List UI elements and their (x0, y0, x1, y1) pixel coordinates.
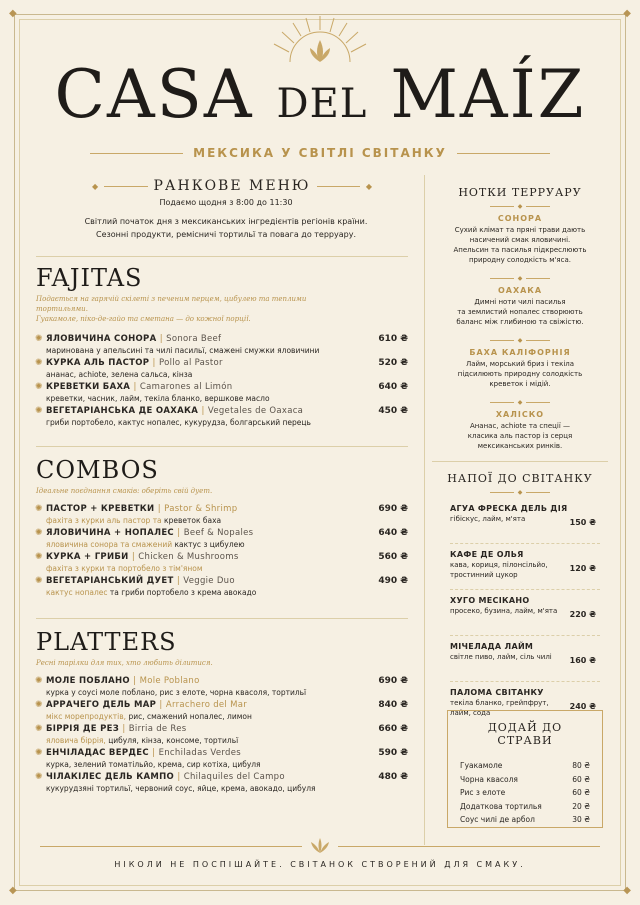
left-column (35, 172, 416, 793)
menu-item[interactable]: ✺ ВЕГЕТАРІАНСЬКА ДЕ ОАХАКА | Vegetales de Oaxaca гриби портобело, кактус нопалес, кукурудза, болгарський перець 450 ₴ (35, 406, 408, 427)
price: 640 ₴ (378, 382, 408, 392)
price: 660 ₴ (378, 724, 408, 734)
menu-item[interactable]: ✺ КУРКА + ГРИБИ | Chicken & Mushrooms фахіта з курки та портобело з тім'яном 560 ₴ (35, 552, 408, 573)
terroir-item: БАХА КАЛІФОРНІЯ Лайм, морський бриз і текіла підсилюють природну солодкість креветок і мідій. (457, 348, 583, 388)
agave-icon: ✺ (35, 724, 43, 734)
price: 590 ₴ (378, 748, 408, 758)
price: 450 ₴ (378, 406, 408, 416)
menu-item[interactable]: ✺ ВЕГЕТАРІАНСЬКИЙ ДУЕТ | Veggie Duo кактус нопалес та гриби портобело з крема авокадо 490 ₴ (35, 576, 408, 597)
price: 690 ₴ (378, 676, 408, 686)
platters-section (36, 628, 416, 796)
agave-icon: ✺ (35, 576, 43, 586)
fajitas-section (36, 264, 416, 430)
small-divider: ◆ (490, 399, 550, 406)
price: 690 ₴ (378, 504, 408, 514)
agave-icon: ✺ (35, 552, 43, 562)
menu-item[interactable]: ✺ КУРКА АЛЬ ПАСТОР | Pollo al Pastor ананас, achiote, зелена сальса, кінза 520 ₴ (35, 358, 408, 379)
price: 520 ₴ (378, 358, 408, 368)
agave-icon: ✺ (35, 772, 43, 782)
drink-item[interactable]: ПАЛОМА СВІТАНКУ текіла бланко, грейпфрут, лайм, сода 240 ₴ (450, 688, 596, 717)
menu-item[interactable]: ✺ ЯЛОВИЧИНА + НОПАЛЕС | Beef & Nopales яловичина сонора та смажений кактус з цибулею 640 ₴ (35, 528, 408, 549)
section-divider (432, 461, 608, 462)
drinks-title: НАПОЇ ДО СВІТАНКУ (447, 472, 593, 485)
small-divider: ◆ (490, 275, 550, 282)
section-subtitle: Ідеальне поєднання смаків: оберіть свій дует. (36, 487, 213, 495)
agave-icon: ✺ (35, 382, 43, 392)
section-title: FAJITAS (36, 264, 143, 292)
section-divider (36, 256, 408, 257)
menu-item[interactable]: ✺ ЯЛОВИЧИНА СОНОРА | Sonora Beef маринована у апельсині та чилі пасильї, смажені смужки яловичини 610 ₴ (35, 334, 408, 355)
menu-item[interactable]: ✺ КРЕВЕТКИ БАХА | Camarones al Limón креветки, часник, лайм, текіла бланко, вершкове масло 640 ₴ (35, 382, 408, 403)
corner-ornament-icon: ◆ (9, 8, 17, 19)
agave-icon (308, 836, 332, 854)
small-divider: ◆ (490, 489, 550, 496)
price: 150 ₴ (569, 518, 596, 527)
agave-icon: ✺ (35, 528, 43, 538)
price: 610 ₴ (378, 334, 408, 344)
section-title: PLATTERS (36, 628, 177, 656)
price: 240 ₴ (569, 702, 596, 711)
drink-item[interactable]: АГУА ФРЕСКА ДЕЛЬ ДІЯ гібіскус, лайм, м'ята 150 ₴ (450, 504, 600, 544)
column-divider (424, 175, 425, 845)
agave-icon: ✺ (35, 358, 43, 368)
tagline: МЕКСИКА У СВІТЛІ СВІТАНКУ (90, 146, 550, 160)
agave-icon: ✺ (35, 406, 43, 416)
price: 120 ₴ (569, 564, 596, 573)
section-divider (36, 446, 408, 447)
intro-text: Світлий початок дня з мексиканських інгредієнтів регіонів країни. Сезонні продукти, ремісничі тортильї та повага до терруару. (84, 217, 368, 239)
drink-item[interactable]: ХУГО МЕСІКАНО просеко, бузина, лайм, м'ята 220 ₴ (450, 596, 600, 636)
footer-line (338, 846, 600, 847)
agave-icon: ✺ (35, 676, 43, 686)
right-column (432, 172, 608, 734)
drink-item[interactable]: КАФЕ ДЕ ОЛЬЯ кава, кориця, пілонсільйо, тростинний цукор 120 ₴ (450, 550, 600, 590)
restaurant-title: CASA DEL MAÍZ (54, 56, 586, 133)
price: 490 ₴ (378, 576, 408, 586)
agave-icon: ✺ (35, 700, 43, 710)
price: 640 ₴ (378, 528, 408, 538)
agave-icon: ✺ (35, 504, 43, 514)
combos-section (36, 456, 416, 600)
addon-item[interactable]: Рис з елоте 60 ₴ (460, 788, 590, 797)
price: 220 ₴ (569, 610, 596, 619)
footer-line (40, 846, 302, 847)
addon-item[interactable]: Гуакамоле 80 ₴ (460, 761, 590, 770)
menu-heading: ◆ РАНКОВЕ МЕНЮ ◆ (92, 178, 373, 194)
addons-box (447, 710, 603, 828)
terroir-item: ХАЛІСКО Ананас, achiote та спеції — класика аль пастор із серця мексиканських ринків. (467, 410, 573, 450)
price: 560 ₴ (378, 552, 408, 562)
terroir-title: НОТКИ ТЕРРУАРУ (458, 186, 582, 199)
addon-item[interactable]: Додаткова тортилья 20 ₴ (460, 801, 590, 811)
serving-hours: Подаємо щодня з 8:00 до 11:30 (159, 198, 293, 207)
section-divider (36, 618, 408, 619)
drinks-list (432, 500, 608, 728)
price: 160 ₴ (569, 656, 596, 665)
terroir-item: СОНОРА Сухий клімат та пряні трави дають насичений смак яловичині. Апельсин та пасилья підкреслюють природну солодкість м'яса. (453, 214, 587, 264)
price: 840 ₴ (378, 700, 408, 710)
corner-ornament-icon: ◆ (623, 8, 631, 19)
section-subtitle: Ресні тарілки для тих, хто любить ділитися. (36, 659, 213, 667)
corner-ornament-icon: ◆ (9, 885, 17, 896)
terroir-item: ОАХАКА Димні ноти чилі пасилья та землистий нопалес створюють баланс між глибиною та свіжістю. (456, 286, 584, 326)
agave-icon: ✺ (35, 748, 43, 758)
section-subtitle: Подається на гарячій скілеті з печеним перцем, цибулею та теплими тортильями. Гуакамоле, піко-де-гайо та сметана — до кожної порції. (36, 295, 307, 323)
small-divider: ◆ (490, 337, 550, 344)
menu-item[interactable]: ✺ АРРАЧЕГО ДЕЛЬ МАР | Arrachero del Mar мікс морепродуктів, рис, смажений нопалес, лимон 840 ₴ (35, 700, 408, 721)
corner-ornament-icon: ◆ (623, 885, 631, 896)
menu-item[interactable]: ✺ МОЛЕ ПОБЛАНО | Mole Poblano курка у соусі моле поблано, рис з елоте, чорна квасоля, тортильї 690 ₴ (35, 676, 408, 697)
drink-item[interactable]: МІЧЕЛАДА ЛАЙМ світле пиво, лайм, сіль чилі 160 ₴ (450, 642, 600, 682)
price: 480 ₴ (378, 772, 408, 782)
addons-title: ДОДАЙ ДО СТРАВИ (487, 721, 563, 747)
menu-item[interactable]: ✺ ЧІЛАКІЛЕС ДЕЛЬ КАМПО | Chilaquiles del Campo кукурудзяні тортильї, червоний соус, яйце, крема, авокадо, цибуля 480 ₴ (35, 772, 408, 793)
footer-slogan: НІКОЛИ НЕ ПОСПІШАЙТЕ. СВІТАНОК СТВОРЕНИЙ ДЛЯ СМАКУ. (114, 860, 526, 869)
addon-item[interactable]: Соус чилі де арбол 30 ₴ (460, 815, 590, 824)
addon-item[interactable]: Чорна квасоля 60 ₴ (460, 774, 590, 784)
small-divider: ◆ (490, 203, 550, 210)
section-title: COMBOS (36, 456, 159, 484)
menu-item[interactable]: ✺ БІРРІЯ ДЕ РЕЗ | Birria de Res яловича біррія, цибуля, кінза, консоме, тортильї 660 ₴ (35, 724, 408, 745)
agave-icon: ✺ (35, 334, 43, 344)
menu-item[interactable]: ✺ ПАСТОР + КРЕВЕТКИ | Pastor & Shrimp фахіта з курки аль пастор та креветок баха 690 ₴ (35, 504, 408, 525)
menu-item[interactable]: ✺ ЕНЧІЛАДАС ВЕРДЕС | Enchiladas Verdes курка, зелений томатільйо, крема, сир котіха, цибуля 590 ₴ (35, 748, 408, 769)
